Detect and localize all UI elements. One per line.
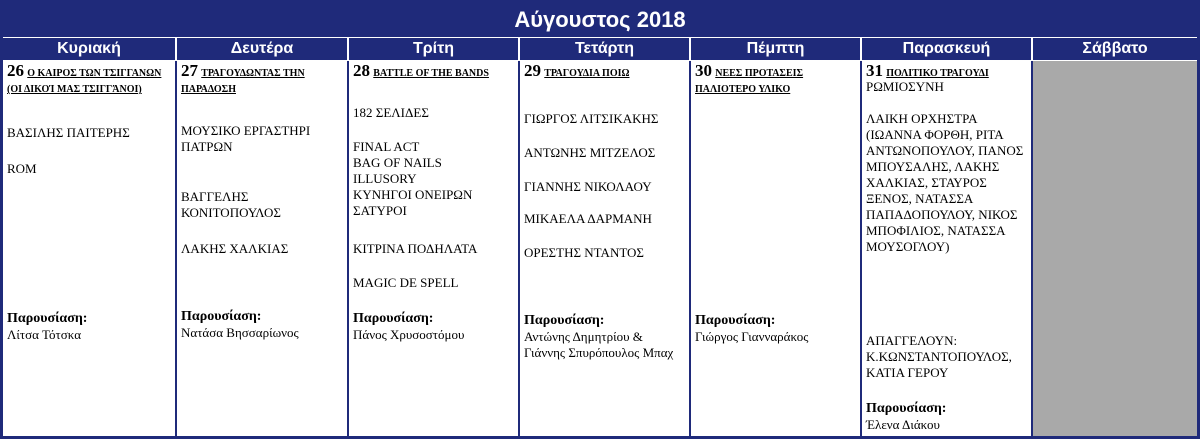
weekday-thursday: Πέμπτη <box>691 38 860 60</box>
day-theme: ΤΡΑΓΟΥΔΙΑ ΠΟΙΩ <box>544 68 630 79</box>
performer: ΡΩΜΙΟΣΥΝΗ <box>866 79 944 94</box>
day-heading <box>181 63 343 96</box>
performer: ILLUSORY <box>353 171 417 186</box>
performer: ΚΙΤΡΙΝΑ ΠΟΔΗΛΑΤΑ <box>353 241 478 256</box>
performer: ΣΑΤΥΡΟΙ <box>353 203 407 218</box>
performer: ROM <box>7 161 37 176</box>
day-cell-27 <box>177 61 349 436</box>
performer: ΛΑΚΗΣ ΧΑΛΚΙΑΣ <box>181 241 289 256</box>
weekday-monday: Δευτέρα <box>177 38 347 60</box>
day-heading <box>866 63 1027 80</box>
day-cell-empty <box>1033 61 1197 436</box>
performer: FINAL ACT <box>353 139 420 154</box>
day-cell-29 <box>520 61 691 436</box>
performer: ΓΙΩΡΓΟΣ ΛΙΤΣΙΚΑΚΗΣ <box>524 111 659 126</box>
presenter: Νατάσα Βησσαρίωνος <box>181 325 299 340</box>
day-heading <box>695 63 856 96</box>
day-theme: Ο ΚΑΙΡΟΣ ΤΩΝ ΤΣΙΓΓΑΝΩΝ (ΟΙ ΔΙΚΟΊ ΜΑΣ ΤΣΙΓΓΆΝΟΙ) <box>7 68 162 95</box>
performer: ΟΡΕΣΤΗΣ ΝΤΑΝΤΟΣ <box>524 245 644 260</box>
day-heading <box>7 63 171 96</box>
presenter: Γιώργος Γιανναράκος <box>695 329 809 344</box>
day-cell-28 <box>349 61 520 436</box>
presenter: Αντώνης Δημητρίου & Γιάννης Σπυρόπουλος Μπαχ <box>524 329 674 360</box>
day-theme: ΤΡΑΓΟΥΔΩΝΤΑΣ ΤΗΝ ΠΑΡΑΔΟΣΗ <box>181 68 305 95</box>
presentation-label: Παρουσίαση: <box>181 309 262 324</box>
day-number: 26 <box>7 61 24 80</box>
day-number: 28 <box>353 61 370 80</box>
weekday-header-row <box>3 38 1197 60</box>
performer: ΚΥΝΗΓΟΙ ΟΝΕΙΡΩΝ <box>353 187 473 202</box>
day-number: 31 <box>866 61 883 80</box>
presentation-label: Παρουσίαση: <box>695 313 776 328</box>
presenter: Πάνος Χρυσοστόμου <box>353 327 465 342</box>
presentation-label: Παρουσίαση: <box>524 313 605 328</box>
performer: ΑΝΤΩΝΗΣ ΜΙΤΖΕΛΟΣ <box>524 145 656 160</box>
day-cell-31 <box>862 61 1033 436</box>
month-title: Αύγουστος 2018 <box>3 3 1197 37</box>
weekday-sunday: Κυριακή <box>3 38 175 60</box>
weekday-saturday: Σάββατο <box>1033 38 1197 60</box>
performer: MAGIC DE SPELL <box>353 275 459 290</box>
presentation-label: Παρουσίαση: <box>866 401 947 416</box>
performer: BAG OF NAILS <box>353 155 442 170</box>
performer: ΜΙΚΑΕΛΑ ΔΑΡΜΑΝΗ <box>524 211 652 226</box>
weekday-wednesday: Τετάρτη <box>520 38 689 60</box>
day-theme: ΝΕΕΣ ΠΡΟΤΑΣΕΙΣ ΠΑΛΙΟΤΕΡΟ ΥΛΙΚΟ <box>695 68 804 95</box>
performer: ΓΙΑΝΝΗΣ ΝΙΚΟΛΑΟΥ <box>524 179 652 194</box>
presenter: Έλενα Διάκου <box>866 417 940 432</box>
day-theme: BATTLE OF THE BANDS <box>373 68 489 79</box>
day-heading <box>353 63 514 80</box>
performer: ΛΑΙΚΗ ΟΡΧΗΣΤΡΑ (ΙΩΑΝΝΑ ΦΟΡΘΗ, ΡΙΤΑ ΑΝΤΩΝΟΠΟΥΛΟΥ, ΠΑΝΟΣ ΜΠΟΥΣΑΛΗΣ, ΛΑΚΗΣ ΧΑΛΚΙΑΣ, ΣΤΑΥΡΟΣ ΞΕΝΟΣ, ΝΑΤΑΣΣΑ ΠΑΠΑΔΟΠΟΥΛΟΥ, ΝΙΚΟΣ ΜΠΟΦΙΛΙΟΣ, ΝΑΤΑΣΣΑ ΜΟΥΣΟΓΛΟΥ) <box>866 111 1024 254</box>
presentation-label: Παρουσίαση: <box>7 311 88 326</box>
presenter: Λίτσα Τότσκα <box>7 327 82 342</box>
weekday-friday: Παρασκευή <box>862 38 1031 60</box>
day-cell-26 <box>3 61 177 436</box>
week-row <box>3 61 1197 436</box>
day-heading <box>524 63 685 80</box>
performer: ΒΑΣΙΛΗΣ ΠΑΙΤΕΡΗΣ <box>7 125 130 140</box>
performer: 182 ΣΕΛΙΔΕΣ <box>353 105 429 120</box>
day-number: 29 <box>524 61 541 80</box>
day-theme: ΠΟΛΙΤΙΚΟ ΤΡΑΓΟΥΔΙ <box>886 68 989 79</box>
weekday-tuesday: Τρίτη <box>349 38 518 60</box>
performer: ΒΑΓΓΕΛΗΣ ΚΟΝΙΤΟΠΟΥΛΟΣ <box>181 189 281 220</box>
performer: ΜΟΥΣΙΚΟ ΕΡΓΑΣΤΗΡΙ ΠΑΤΡΩΝ <box>181 123 311 154</box>
day-cell-30 <box>691 61 862 436</box>
day-number: 30 <box>695 61 712 80</box>
presentation-label: Παρουσίαση: <box>353 311 434 326</box>
performer: ΑΠΑΓΓΕΛΟΥΝ: Κ.ΚΩΝΣΤΑΝΤΟΠΟΥΛΟΣ, ΚΑΤΙΑ ΓΕΡΟΥ <box>866 333 1012 380</box>
day-number: 27 <box>181 61 198 80</box>
